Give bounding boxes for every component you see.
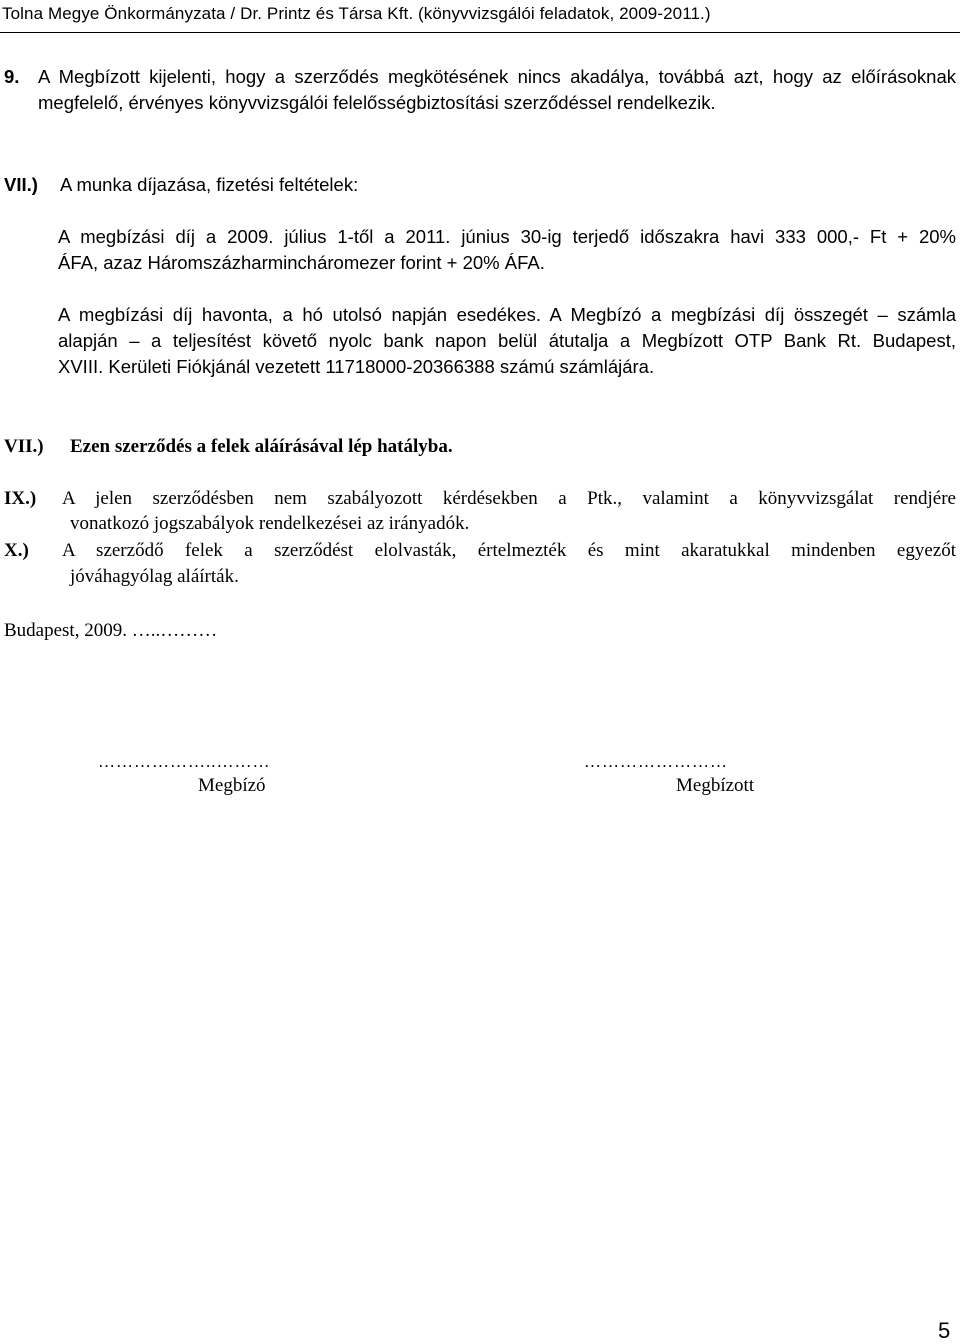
- header-rule: [0, 32, 960, 33]
- page-number: 5: [938, 1318, 951, 1343]
- section-x-number: X.): [4, 540, 29, 561]
- section-fee-title: A munka díjazása, fizetési feltételek:: [60, 174, 359, 195]
- fee-paragraph-2-line-3: XVIII. Kerületi Fiókjánál vezetett 11718000-20366388 számú számlájára.: [58, 356, 655, 377]
- fee-paragraph-2-line-1: A megbízási díj havonta, a hó utolsó napján esedékes. A Megbízó a megbízási díj összegét – számla: [58, 304, 956, 325]
- section-x-line-1: A szerződő felek a szerződést elolvasták, értelmezték és mint akaratukkal mindenben egyezőt: [62, 540, 956, 561]
- section-effect-text: Ezen szerződés a felek aláírásával lép hatályba.: [70, 436, 453, 457]
- point-9-number: 9.: [4, 66, 20, 87]
- section-ix-line-1: A jelen szerződésben nem szabályozott kérdésekben a Ptk., valamint a könyvvizsgálat rendjére: [62, 488, 956, 509]
- signature-line-right: ……………………: [584, 752, 728, 771]
- signature-label-contractor: Megbízott: [676, 775, 755, 796]
- section-ix-line-2: vonatkozó jogszabályok rendelkezései az irányadók.: [70, 513, 470, 534]
- section-fee-number: VII.): [4, 174, 38, 195]
- point-9-line-1: A Megbízott kijelenti, hogy a szerződés megkötésének nincs akadálya, továbbá azt, hogy az előírásoknak: [38, 66, 956, 87]
- fee-paragraph-1-line-1: A megbízási díj a 2009. július 1-től a 2011. június 30-ig terjedő időszakra havi 333 000,- Ft + 20%: [58, 226, 956, 247]
- signature-label-client: Megbízó: [198, 775, 266, 796]
- point-9-line-2: megfelelő, érvényes könyvvizsgálói felelősségbiztosítási szerződéssel rendelkezik.: [38, 92, 716, 113]
- signature-line-left: ………………..………: [98, 752, 271, 771]
- section-effect-number: VII.): [4, 436, 44, 457]
- running-header: Tolna Megye Önkormányzata / Dr. Printz és Társa Kft. (könyvvizsgálói feladatok, 2009-2011.): [2, 4, 711, 23]
- fee-paragraph-2-line-2: alapján – a teljesítést követő nyolc bank napon belül átutalja a Megbízott OTP Bank Rt. Budapest,: [58, 330, 956, 351]
- fee-paragraph-1-line-2: ÁFA, azaz Háromszázharmincháromezer forint + 20% ÁFA.: [58, 252, 545, 273]
- section-ix-number: IX.): [4, 488, 37, 509]
- place-date: Budapest, 2009. …..………: [4, 620, 218, 641]
- section-x-line-2: jóváhagyólag aláírták.: [70, 566, 239, 587]
